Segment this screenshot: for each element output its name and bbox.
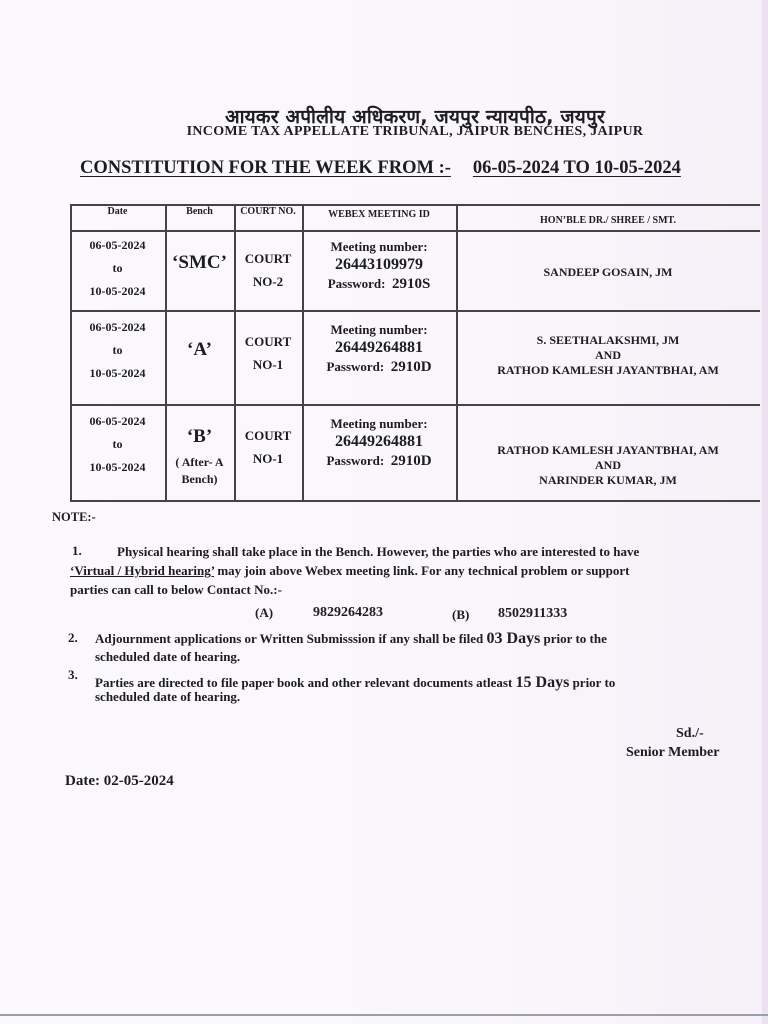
note-1-line-3: parties can call to below Contact No.:-: [70, 582, 282, 597]
page-bottom-line: [0, 1014, 768, 1016]
page-edge-shadow: [762, 0, 768, 1024]
note-2-text: Adjournment applications or Written Submisssion if any shall be filed: [95, 631, 487, 646]
password-line: [302, 452, 456, 470]
court-label: COURT: [244, 334, 292, 349]
member-name: NARINDER KUMAR, JM: [539, 473, 677, 487]
header-webex-id: WEBEX MEETING ID: [328, 209, 430, 220]
password-line: [302, 358, 456, 376]
date-from: 06-05-2024: [89, 320, 146, 334]
table-row-divider: [70, 404, 760, 406]
meeting-label: Meeting number:: [330, 416, 428, 431]
password-label: Password:: [326, 359, 385, 374]
bench-note: Bench): [181, 472, 218, 486]
password-line: [302, 275, 456, 293]
note-3-days: 15 Days: [515, 674, 570, 691]
contact-a-label: (A): [255, 605, 274, 620]
password-label: Password:: [327, 276, 386, 291]
note-label: NOTE:-: [52, 510, 96, 524]
note-2-line-2: scheduled date of hearing.: [95, 649, 241, 664]
bench-members: [456, 333, 760, 378]
document-date: Date: 02-05-2024: [65, 773, 174, 789]
bench-name: ‘A’: [187, 339, 212, 360]
bench-cell: [165, 426, 234, 488]
table-row-date: [70, 316, 165, 385]
constitution-label: CONSTITUTION FOR THE WEEK FROM :-: [80, 158, 451, 178]
constitution-dates: 06-05-2024 TO 10-05-2024: [472, 158, 681, 178]
court-number: [234, 330, 302, 376]
note-number: 1.: [72, 543, 82, 558]
webex-meeting: [302, 322, 456, 376]
table-border-bottom: [70, 500, 760, 502]
date-to-word: to: [112, 437, 123, 451]
hindi-title: आयकर अपीलीय अधिकरण, जयपुर न्यायपीठ, जयपुर: [225, 106, 605, 128]
header-court-no: COURT NO.: [240, 206, 296, 217]
member-and: AND: [595, 458, 621, 472]
signature-sd: Sd./-: [676, 726, 704, 741]
note-1-line-1: Physical hearing shall take place in the Bench. However, the parties who are interested to have: [117, 544, 640, 559]
header-date: Date: [107, 206, 128, 217]
meeting-label: Meeting number:: [330, 322, 428, 337]
member-name: SANDEEP GOSAIN, JM: [543, 265, 673, 279]
date-to: 10-05-2024: [89, 460, 146, 474]
court-no: NO-1: [252, 357, 284, 372]
password-value: 2910S: [391, 276, 431, 292]
note-2-line-1: [95, 630, 607, 647]
signature-designation: Senior Member: [626, 745, 720, 760]
password-value: 2910D: [390, 453, 432, 469]
date-from: 06-05-2024: [89, 238, 146, 252]
table-row-divider: [70, 310, 760, 312]
date-from: 06-05-2024: [89, 414, 146, 428]
contact-b-label: (B): [452, 607, 470, 622]
note-2-text-end: prior to the: [540, 631, 607, 646]
header-members: HON’BLE DR./ SHREE / SMT.: [540, 215, 676, 226]
english-title: INCOME TAX APPELLATE TRIBUNAL, JAIPUR BENCHES, JAIPUR: [186, 124, 644, 139]
member-name: S. SEETHALAKSHMI, JM: [536, 333, 680, 347]
contact-a-number: 9829264283: [313, 605, 383, 620]
date-to: 10-05-2024: [89, 366, 146, 380]
meeting-number: 26443109979: [335, 256, 423, 273]
meeting-number: 26449264881: [335, 339, 423, 356]
bench-note: ( After- A: [175, 455, 224, 469]
note-number: 3.: [68, 667, 78, 682]
note-3-line-2: scheduled date of hearing.: [95, 689, 241, 704]
constitution-table: [70, 204, 760, 500]
court-number: [234, 247, 302, 293]
table-row-date: [70, 234, 165, 303]
court-no: NO-1: [252, 451, 284, 466]
webex-meeting: [302, 239, 456, 293]
bench-members: [456, 443, 760, 488]
note-1-line-2-rest: may join above Webex meeting link. For any technical problem or support: [214, 563, 630, 578]
virtual-hybrid-text: ‘Virtual / Hybrid hearing’: [70, 563, 215, 578]
note-2-days: 03 Days: [486, 630, 541, 647]
password-value: 2910D: [390, 359, 432, 375]
member-and: AND: [595, 348, 621, 362]
bench-members: [456, 265, 760, 280]
court-label: COURT: [244, 251, 292, 266]
table-header-divider: [70, 230, 760, 232]
note-1-line-2: [70, 562, 630, 579]
webex-meeting: [302, 416, 456, 470]
meeting-number: 26449264881: [335, 433, 423, 450]
date-to-word: to: [112, 261, 123, 275]
court-number: [234, 424, 302, 470]
constitution-heading: [80, 158, 681, 179]
password-label: Password:: [326, 453, 385, 468]
header-bench: Bench: [186, 206, 213, 217]
date-to: 10-05-2024: [89, 284, 146, 298]
meeting-label: Meeting number:: [330, 239, 428, 254]
contact-b-number: 8502911333: [498, 606, 568, 621]
bench-name: ‘B’: [186, 426, 213, 447]
note-3-text: Parties are directed to file paper book and other relevant documents atleast: [95, 675, 516, 690]
table-row-date: [70, 410, 165, 479]
note-3-text-end: prior to: [569, 675, 616, 690]
court-no: NO-2: [252, 274, 284, 289]
note-number: 2.: [68, 630, 78, 645]
date-to-word: to: [112, 343, 123, 357]
court-label: COURT: [244, 428, 292, 443]
member-name: RATHOD KAMLESH JAYANTBHAI, AM: [497, 363, 719, 377]
bench-name: ‘SMC’: [172, 252, 227, 273]
member-name: RATHOD KAMLESH JAYANTBHAI, AM: [497, 443, 719, 457]
